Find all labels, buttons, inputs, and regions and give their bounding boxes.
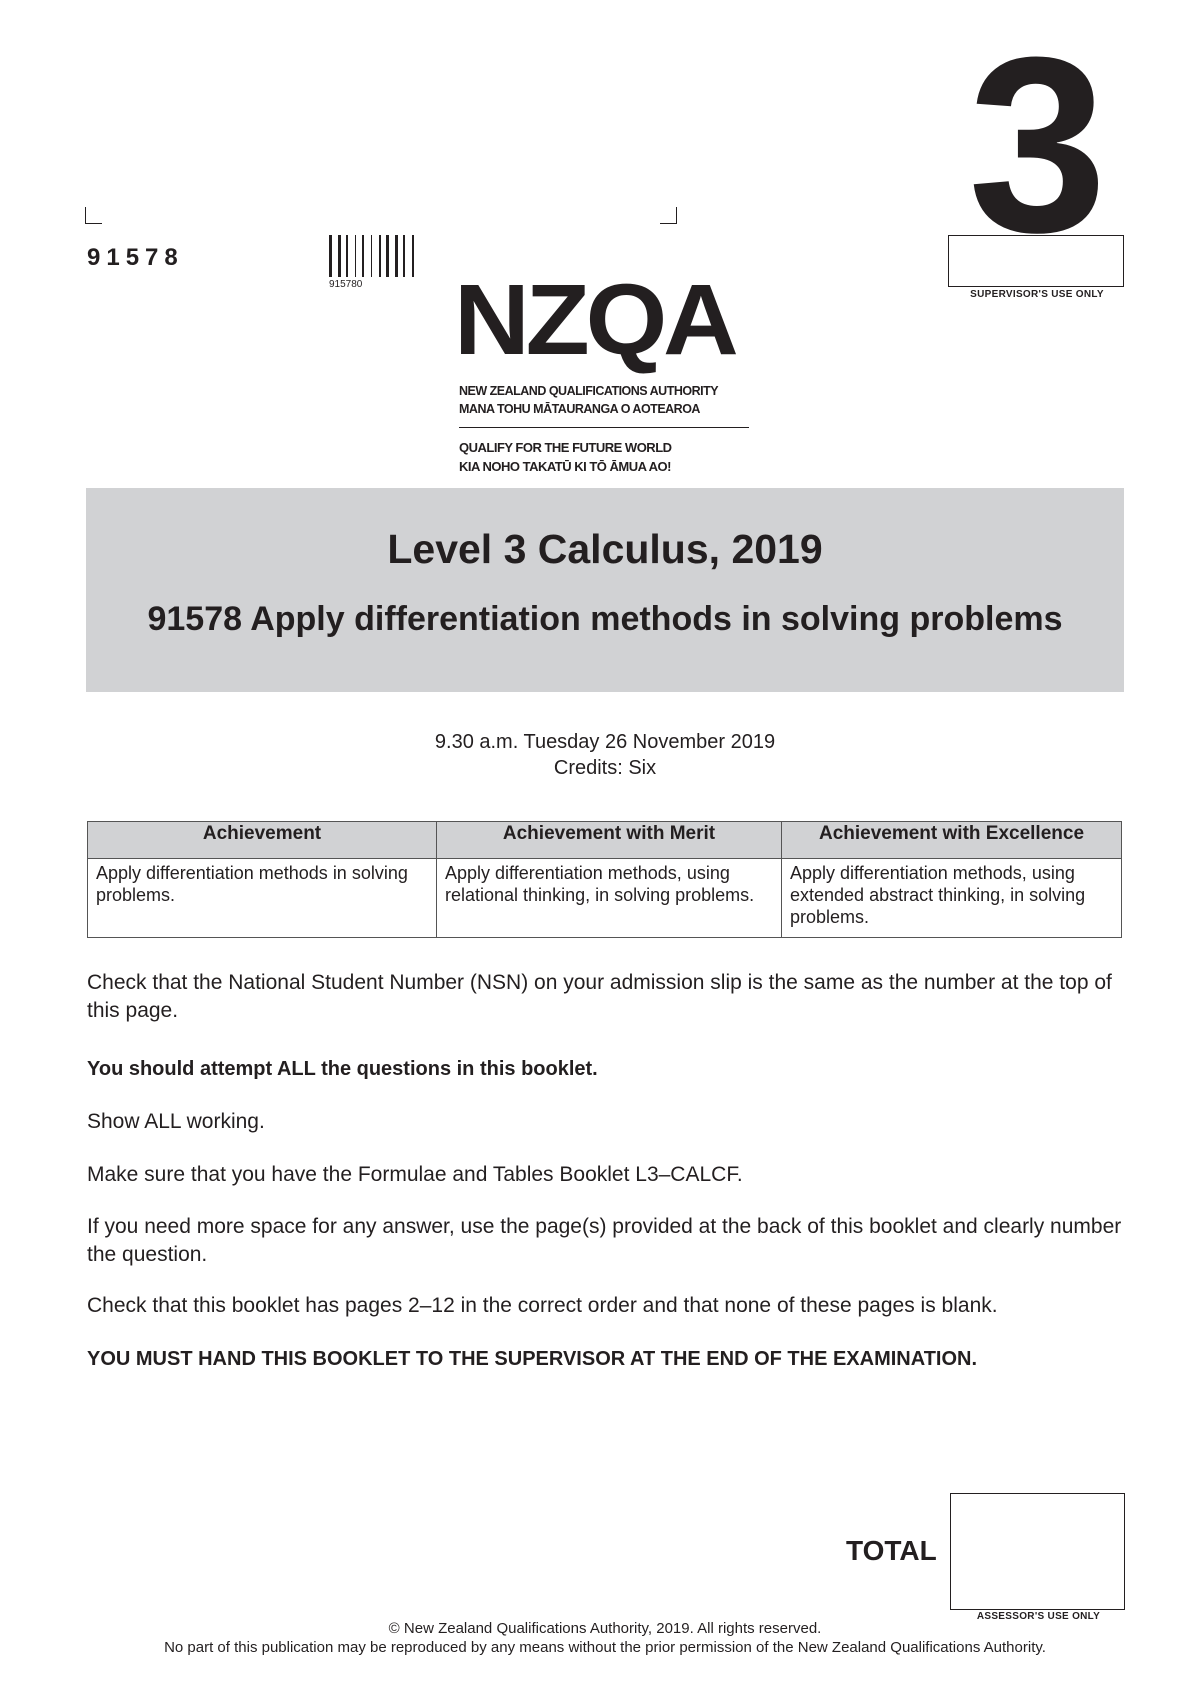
barcode-bar	[346, 235, 348, 277]
title-band	[86, 488, 1124, 692]
barcode-bar	[395, 235, 398, 277]
supervisor-box	[948, 235, 1124, 287]
table-row	[88, 859, 1122, 938]
assessor-label: ASSESSOR'S USE ONLY	[976, 1611, 1101, 1622]
barcode-bar	[403, 235, 405, 277]
instruction-nsn: Check that the National Student Number (NSN) on your admission slip is the same as the number at the top of this page.	[87, 971, 1112, 1022]
table-cell: Apply differentiation methods in solving problems.	[88, 859, 437, 938]
logo-line-1: NEW ZEALAND QUALIFICATIONS AUTHORITY	[459, 384, 719, 398]
achievement-table	[87, 821, 1122, 938]
crop-mark-right	[660, 207, 677, 224]
logo-line-3: QUALIFY FOR THE FUTURE WORLD	[459, 440, 672, 455]
logo-line-4: KIA NOHO TAKATŪ KI TŌ ĀMUA AO!	[459, 459, 671, 474]
exam-datetime: 9.30 a.m. Tuesday 26 November 2019	[434, 731, 776, 753]
exam-credits: Credits: Six	[553, 757, 657, 779]
barcode-bar	[386, 235, 389, 277]
barcode-bar	[412, 235, 414, 277]
supervisor-label: SUPERVISOR'S USE ONLY	[970, 289, 1104, 300]
level-number: 3	[968, 5, 1104, 284]
barcode-bar	[329, 235, 332, 277]
table-header: Achievement with Merit	[437, 822, 782, 859]
table-cell: Apply differentiation methods, using relational thinking, in solving problems.	[437, 859, 782, 938]
table-header: Achievement with Excellence	[782, 822, 1122, 859]
copyright: © New Zealand Qualifications Authority, 2019. All rights reserved.	[388, 1620, 822, 1637]
barcode-bar	[371, 235, 372, 277]
table-header-row	[88, 822, 1122, 859]
barcode	[329, 235, 471, 277]
instruction-check-pages: Check that this booklet has pages 2–12 in the correct order and that none of these pages is blank.	[87, 1294, 998, 1317]
total-label: TOTAL	[846, 1535, 937, 1566]
barcode-bar	[362, 235, 364, 277]
barcode-label: 915780	[329, 279, 363, 290]
logo-divider	[459, 427, 749, 428]
instruction-hand-in: YOU MUST HAND THIS BOOKLET TO THE SUPERVISOR AT THE END OF THE EXAMINATION.	[87, 1348, 978, 1370]
barcode-bar	[379, 235, 381, 277]
page-title: Level 3 Calculus, 2019	[387, 526, 823, 572]
logo-tagline-top	[459, 382, 718, 418]
total-box	[950, 1493, 1125, 1610]
standard-code: 91578	[87, 244, 184, 271]
logo-tagline-bottom	[459, 438, 672, 476]
table-header: Achievement	[88, 822, 437, 859]
nzqa-logo-wordmark: NZQA	[454, 264, 735, 376]
logo-line-2: MANA TOHU MĀTAURANGA O AOTEAROA	[459, 402, 700, 416]
reproduction-notice: No part of this publication may be reproduced by any means without the prior permission of the New Zealand Qualifications Authority.	[164, 1639, 1046, 1656]
instruction-more-space: If you need more space for any answer, use the page(s) provided at the back of this booklet and clearly number the question.	[87, 1215, 1122, 1266]
crop-mark-left	[85, 207, 102, 224]
instruction-attempt-all: You should attempt ALL the questions in this booklet.	[87, 1058, 598, 1080]
page-subtitle: 91578 Apply differentiation methods in solving problems	[147, 600, 1063, 638]
instruction-show-working: Show ALL working.	[87, 1110, 265, 1133]
instruction-formulae: Make sure that you have the Formulae and Tables Booklet L3–CALCF.	[87, 1163, 743, 1186]
table-cell: Apply differentiation methods, using extended abstract thinking, in solving problems.	[782, 859, 1122, 938]
barcode-bar	[338, 235, 341, 277]
barcode-bar	[355, 235, 356, 277]
